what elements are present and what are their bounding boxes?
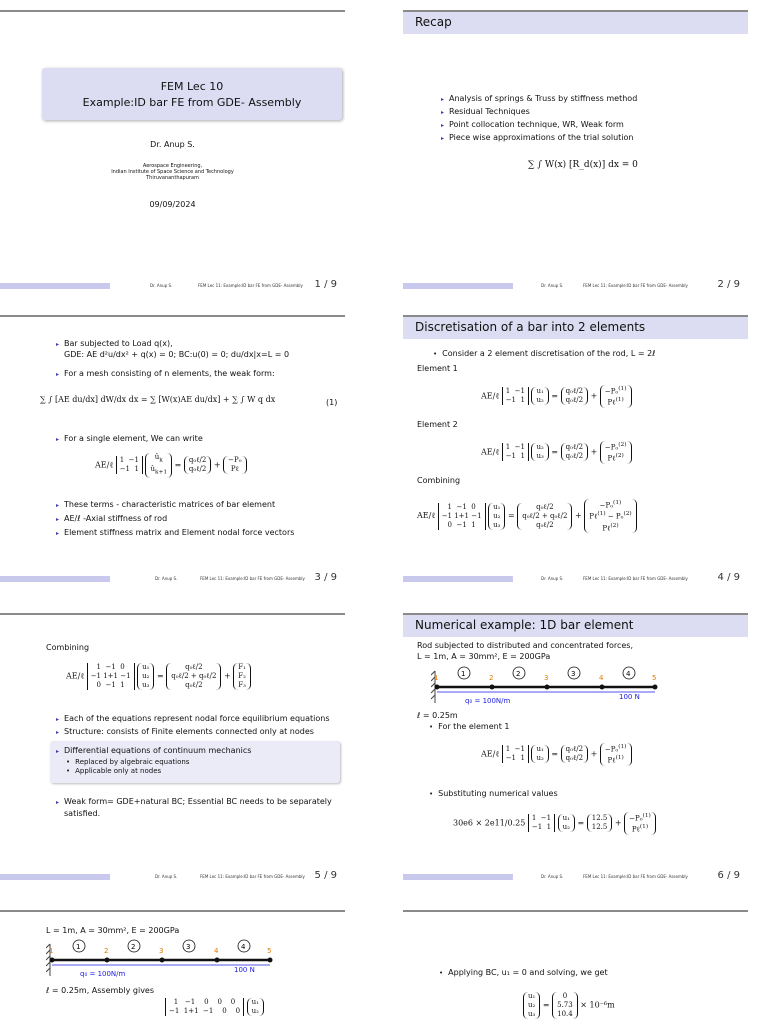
node-2 <box>105 958 110 963</box>
node-label: 2 <box>489 674 494 682</box>
page-number: 3 / 9 <box>314 572 337 583</box>
load-label: q₀ = 100N/m <box>465 697 511 705</box>
node-5 <box>653 685 658 690</box>
bar-diagram <box>431 663 681 713</box>
assembly-intro: ℓ = 0.25m, Assembly gives <box>46 986 155 995</box>
solution-value-2: 5.73 <box>557 1001 573 1009</box>
element-label: 3 <box>571 670 576 678</box>
footer <box>0 280 345 292</box>
slide-3 <box>0 303 345 585</box>
node-2 <box>490 685 495 690</box>
page-number: 1 / 9 <box>314 279 337 290</box>
title-bar <box>403 613 748 637</box>
footer-title: FEM Lec 11: Example:ID bar FE from GDE- Assembly <box>583 874 688 879</box>
node-label: 1 <box>434 674 439 682</box>
element-label: 3 <box>186 943 191 951</box>
footer-band <box>0 283 110 289</box>
numeric-coefficient: 30e6 × 2e11/0.25 <box>453 818 526 828</box>
combined-equation: AE/ℓ 1 −1 0 −1 1+1 −1 0 −1 1 u₁ u₂ u₃ = q₀ℓ/2 q₀ℓ/2 + q₀ℓ/2 q₀ℓ/2 + F₁ F₂ F₃ <box>66 663 251 690</box>
list-item: ▸ Bar subjected to Load q(x), <box>56 339 173 348</box>
list-item: ▸ Each of the equations represent nodal force equilibrium equations <box>56 714 330 723</box>
residual-equation-text: ∑ ∫ W(x) [R_d(x)] dx = 0 <box>528 160 638 170</box>
footer-author: Dr. Anup S. <box>155 576 178 581</box>
page-number: 5 / 9 <box>314 870 337 881</box>
solution-vector: u₁ u₂ u₃ = 0 5.73 10.4 × 10⁻⁶m <box>523 992 615 1019</box>
element-1-label: Element 1 <box>417 364 458 373</box>
node-3 <box>545 685 550 690</box>
footer-title: FEM Lec 11: Example:ID bar FE from GDE- Assembly <box>200 576 305 581</box>
element-label: 1 <box>461 670 466 678</box>
equation-number: (1) <box>326 398 338 407</box>
list-item: • Applying BC, u₁ = 0 and solving, we get <box>439 968 608 977</box>
highlight-subitem: • Applicable only at nodes <box>66 767 161 775</box>
solution-unit: × 10⁻⁶m <box>580 1000 615 1010</box>
list-item: ▸ Point collocation technique, WR, Weak form <box>441 120 624 129</box>
slide-title: Recap <box>415 15 452 29</box>
element-1-equation: AE/ℓ 1 −1 −1 1 u₁ u₂ = q₀ℓ/2 q₀ℓ/2 + −P₀$^{(1)}$ Pℓ$^{(1)}$ <box>481 385 632 408</box>
weak-form-equation: ∑ ∫ [AE du/dx] dW/dx dx = ∑ [W(x)AE du/dx] + ∑ ∫ W q dx <box>40 395 276 404</box>
node-label: 3 <box>159 947 164 955</box>
node-3 <box>160 958 165 963</box>
problem-statement: Rod subjected to distributed and concentrated forces, <box>417 641 633 650</box>
footer <box>0 573 345 585</box>
slide-top-rule <box>403 910 748 912</box>
node-label: 3 <box>544 674 549 682</box>
combining-label: Combining <box>417 476 461 485</box>
author: Dr. Anup S. <box>150 140 195 149</box>
institute-line-1: Aerospace Engineering, <box>142 163 203 169</box>
slide-title: Numerical example: 1D bar element <box>415 618 634 632</box>
slide-title: Discretisation of a bar into 2 elements <box>415 320 646 334</box>
slide-8 <box>403 898 748 1024</box>
list-item: ▸ These terms - characteristic matrices of bar element <box>56 500 275 509</box>
node-label: 4 <box>214 947 219 955</box>
node-1 <box>50 958 55 963</box>
element-1-equation: AE/ℓ 1 −1 −1 1 u₁ u₂ = q₀ℓ/2 q₀ℓ/2 + −P₀$^{(1)}$ Pℓ$^{(1)}$ <box>481 743 632 766</box>
footer <box>0 871 345 883</box>
footer-title: FEM Lec 11: Example:ID bar FE from GDE- Assembly <box>198 283 303 288</box>
highlight-subitem: • Replaced by algebraic equations <box>66 758 189 766</box>
assembly-matrix: 1 −1 0 0 0 −1 1+1 −1 0 0 u₁ u₂ <box>165 998 264 1016</box>
solution-value-3: 10.4 <box>557 1010 573 1018</box>
highlight-item: ▸ Differential equations of continuum mechanics <box>56 746 251 755</box>
footer-title: FEM Lec 11: Example:ID bar FE from GDE- Assembly <box>583 576 688 581</box>
element-label: 2 <box>131 943 136 951</box>
node-4 <box>215 958 220 963</box>
force-label: 100 N <box>234 966 255 974</box>
element-label: 2 <box>516 670 521 678</box>
list-item: ▸ AE/ℓ -Axial stiffness of rod <box>56 514 167 523</box>
list-item: ▸ Piece wise approximations of the trial solution <box>441 133 634 142</box>
footer-author: Dr. Anup S. <box>541 874 564 879</box>
list-item: ▸ For a mesh consisting of n elements, the weak form: <box>56 369 275 378</box>
element-length: ℓ = 0.25m <box>417 711 458 720</box>
slide-4 <box>403 303 748 585</box>
slide-7 <box>0 898 345 1024</box>
slide-top-rule <box>0 613 345 615</box>
bar-diagram <box>46 936 296 986</box>
force-label: 100 N <box>619 693 640 701</box>
list-item: ▸ Analysis of springs & Truss by stiffness method <box>441 94 637 103</box>
list-item: • Consider a 2 element discretisation of the rod, L = 2ℓ <box>433 349 655 358</box>
load-label: q₀ = 100N/m <box>80 970 126 978</box>
lecture-subtitle: Example:ID bar FE from GDE- Assembly <box>82 96 302 109</box>
list-item: ▸ Element stiffness matrix and Element nodal force vectors <box>56 528 294 537</box>
page-number: 4 / 9 <box>717 572 740 583</box>
node-4 <box>600 685 605 690</box>
list-item: ▸ Weak form= GDE+natural BC; Essential BC needs to be separately <box>56 797 332 806</box>
list-item: ▸ Residual Techniques <box>441 107 530 116</box>
highlight-box <box>50 741 340 783</box>
node-label: 2 <box>104 947 109 955</box>
slide-top-rule <box>0 315 345 317</box>
node-1 <box>435 685 440 690</box>
node-label: 5 <box>267 947 272 955</box>
residual-equation <box>528 160 638 170</box>
lecture-title: FEM Lec 10 <box>160 80 224 93</box>
list-item: ▸ Structure: consists of Finite elements connected only at nodes <box>56 727 314 736</box>
node-label: 1 <box>49 947 54 955</box>
value-2: 12.5 <box>591 823 608 832</box>
element-label: 1 <box>76 943 81 951</box>
numeric-equation: 30e6 × 2e11/0.25 1 −1 −1 1 u₁ u₂ = 12.5 12.5 + −P₀$^{(1)}$ Pℓ$^{(1)}$ <box>453 812 656 835</box>
element-label: 4 <box>241 943 246 951</box>
page-number: 6 / 9 <box>717 870 740 881</box>
footer-author: Dr. Anup S. <box>155 874 178 879</box>
footer-author: Dr. Anup S. <box>541 576 564 581</box>
solution-value-1: 0 <box>562 992 568 1000</box>
node-5 <box>268 958 273 963</box>
institute-line-2: Indian Institute of Space Science and Technology <box>111 169 234 175</box>
slide-6 <box>403 601 748 883</box>
element-2-equation: AE/ℓ 1 −1 −1 1 u₂ u₃ = q₀ℓ/2 q₀ℓ/2 + −P₀$^{(2)}$ Pℓ$^{(2)}$ <box>481 441 632 464</box>
slide-top-rule <box>0 910 345 912</box>
slide-1 <box>0 10 345 292</box>
node-label: 5 <box>652 674 657 682</box>
footer-band <box>403 576 513 582</box>
combined-equation: AE/ℓ 1 −1 0 −1 1+1 −1 0 −1 1 u₁ u₂ u₃ = q₀ℓ/2 q₀ℓ/2 + q₀ℓ/2 q₀ℓ/2 + −P₀$^{(1)}$ Pℓ$^{(1)}$ − P₀$^{(2)}$ Pℓ$^{(2)}$ <box>417 499 637 533</box>
gde-line: GDE: AE d²u/dx² + q(x) = 0; BC:u(0) = 0; du/dx|x=L = 0 <box>64 350 290 359</box>
list-item: ▸ For a single element, We can write <box>56 434 203 443</box>
problem-parameters: L = 1m, A = 30mm², E = 200GPa <box>46 926 180 935</box>
footer <box>403 871 748 883</box>
page-number: 2 / 9 <box>717 279 740 290</box>
footer-band <box>403 874 513 880</box>
title-box <box>42 68 342 120</box>
slide-2 <box>403 10 748 292</box>
footer-band <box>0 576 110 582</box>
list-item-continuation: satisfied. <box>64 809 101 818</box>
problem-parameters: L = 1m, A = 30mm², E = 200GPa <box>417 652 551 661</box>
element-label: 4 <box>626 670 631 678</box>
title-bar <box>403 315 748 339</box>
footer-title: FEM Lec 11: Example:ID bar FE from GDE- Assembly <box>583 283 688 288</box>
slide-top-rule <box>0 10 345 12</box>
footer-band <box>403 283 513 289</box>
title-bar <box>403 10 748 34</box>
footer <box>403 573 748 585</box>
footer-author: Dr. Anup S. <box>541 283 564 288</box>
element-equation: AE/ℓ 1 −1 −1 1 $û_k$ $û_{k+1}$ = q₀ℓ/2 q₀ℓ/2 + −P₀ Pℓ <box>95 453 247 478</box>
value-1: 12.5 <box>591 814 608 823</box>
footer-title: FEM Lec 11: Example:ID bar FE from GDE- Assembly <box>200 874 305 879</box>
footer-author: Dr. Anup S. <box>150 283 173 288</box>
slide-5 <box>0 601 345 883</box>
list-item: • Substituting numerical values <box>429 789 558 798</box>
footer-band <box>0 874 110 880</box>
institute-line-3: Thiruvananthapuram <box>146 175 199 181</box>
footer <box>403 280 748 292</box>
combining-label: Combining <box>46 643 90 652</box>
date: 09/09/2024 <box>149 200 196 209</box>
element-2-label: Element 2 <box>417 420 458 429</box>
node-label: 4 <box>599 674 604 682</box>
list-item: • For the element 1 <box>429 722 509 731</box>
